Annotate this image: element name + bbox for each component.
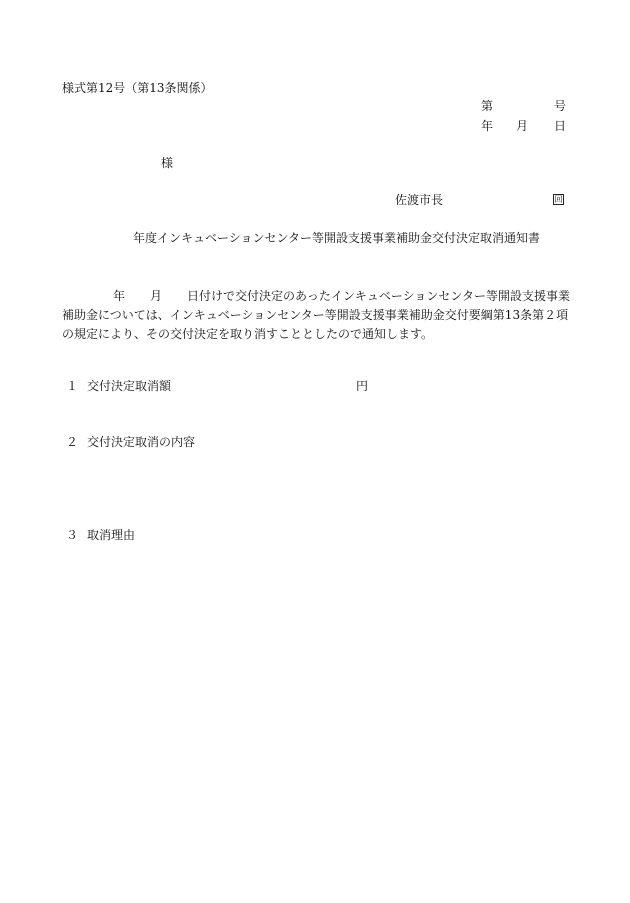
date-month: 月 [516,119,529,133]
document-title: 年度インキュベーションセンター等開設支援事業補助金交付決定取消通知書 [133,231,541,245]
document-number-suffix: 号 [554,99,567,113]
item-3-label: 取消理由 [87,528,136,542]
item-1-label: 交付決定取消額 [87,379,172,393]
item-1-number: １ [66,379,79,393]
notice-body [62,287,572,344]
body-line-2: 補助金については、インキュベーションセンター等開設支援事業補助金交付要綱第13条第２項 [62,308,569,322]
date-year: 年 [481,119,494,133]
body-line-3: の規定により、その交付決定を取り消すこととしたので通知します。 [62,327,434,341]
item-2-number: ２ [66,435,79,449]
item-1-unit: 円 [356,379,369,393]
body-year: 年 [113,289,126,303]
addressee-honorific: 様 [161,156,174,170]
body-month: 月 [150,289,163,303]
body-line-1-text: 日付けで交付決定のあったインキュベーションセンター等開設支援事業 [187,289,570,303]
document-number-prefix: 第 [481,99,494,113]
date-day: 日 [554,119,567,133]
item-2-label: 交付決定取消の内容 [87,435,196,449]
item-3-number: ３ [66,528,79,542]
form-number: 様式第12号（第13条関係） [62,81,213,95]
issuer-name: 佐渡市長 [395,193,444,207]
seal-mark: 回 [554,195,563,204]
body-line-1 [62,287,572,306]
